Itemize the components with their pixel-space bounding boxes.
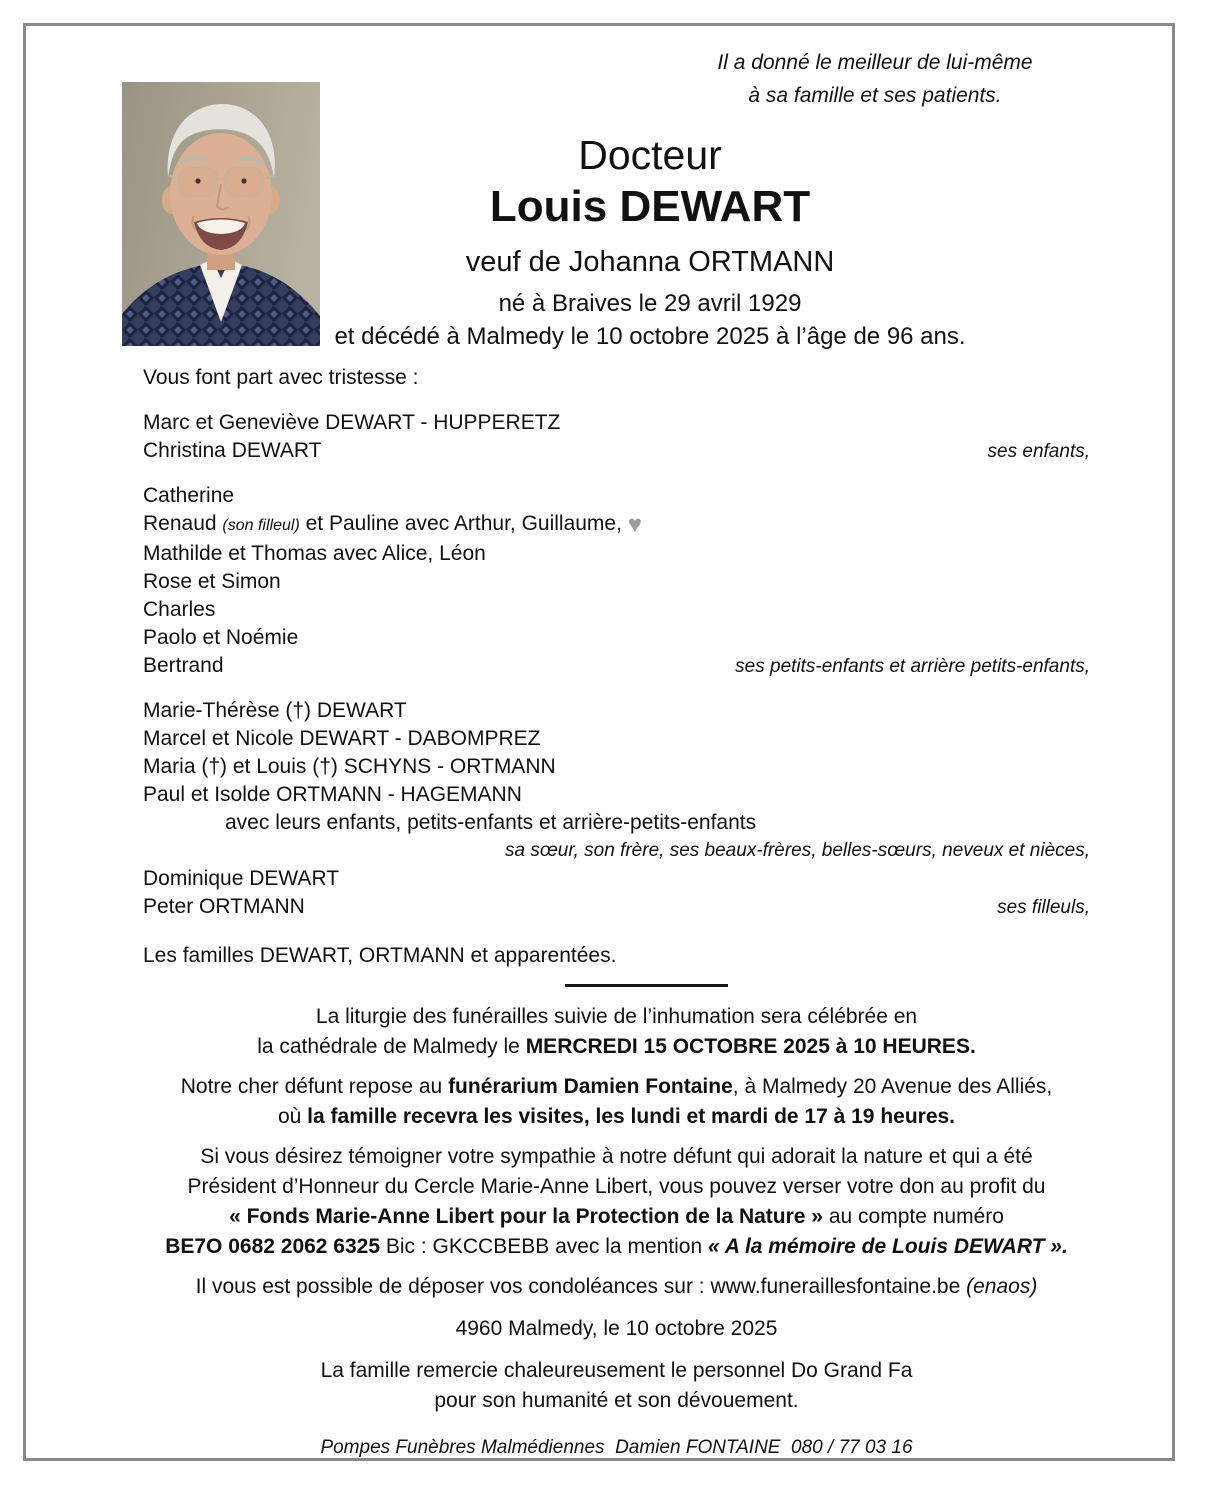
portrait-photo: [122, 82, 320, 346]
epitaph-line-2: à sa famille et ses patients.: [748, 84, 1002, 107]
funeral-home-footer: Pompes Funèbres Malmédiennes Damien FONTAINE 080 / 77 03 16: [320, 1437, 913, 1458]
condolences-paragraph: [143, 1272, 1090, 1302]
grandchild-names: et Pauline avec Arthur, Guillaume,: [299, 512, 628, 535]
visitation-line-2: où: [277, 1105, 308, 1128]
grandchildren-row-3: Mathilde et Thomas avec Alice, Léon: [143, 542, 486, 565]
deceased-birth: né à Braives le 29 avril 1929: [498, 290, 802, 317]
gray-heart-icon: ♥: [627, 511, 643, 538]
deceased-name: Louis DEWART: [489, 182, 811, 231]
donation-fund-name: « Fonds Marie-Anne Libert pour la Protection de la Nature »: [229, 1205, 823, 1228]
condolences-website: Il vous est possible de déposer vos condoléances sur : www.funeraillesfontaine.be: [195, 1275, 967, 1298]
grandchild-name: Bertrand: [143, 654, 224, 677]
funeral-home-address: , à Malmedy 20 Avenue des Alliés,: [732, 1075, 1053, 1098]
grandchildren-row-6: Paolo et Noémie: [143, 626, 299, 649]
children-row-2: [143, 437, 1090, 466]
donation-line-3: au compte numéro: [823, 1205, 1004, 1228]
spacer: [143, 681, 1090, 697]
grandchildren-row-5: Charles: [143, 598, 216, 621]
children-name: Christina DEWART: [143, 439, 322, 462]
donation-paragraph: [143, 1142, 1090, 1262]
siblings-row-1: Marie-Thérèse (†) DEWART: [143, 699, 407, 722]
section-divider: [565, 984, 728, 987]
thanks-paragraph: [143, 1356, 1090, 1416]
funeral-home-name: funérarium Damien Fontaine: [448, 1075, 733, 1098]
thanks-line-2: pour son humanité et son dévouement.: [434, 1389, 799, 1412]
deceased-title: Docteur: [578, 132, 722, 178]
godsons-row-2: [143, 893, 1090, 922]
godson-note: (son filleul): [222, 517, 300, 534]
thanks-line-1: La famille remercie chaleureusement le personnel Do Grand Fa: [320, 1359, 913, 1382]
visitation-line-1: Notre cher défunt repose au: [180, 1075, 449, 1098]
siblings-row-2: Marcel et Nicole DEWART - DABOMPREZ: [143, 727, 541, 750]
grandchildren-row-2: [143, 510, 1090, 540]
family-announcement: [143, 364, 1090, 970]
grandchild-name: Renaud: [143, 512, 223, 535]
condolences-platform: (enaos): [966, 1275, 1038, 1298]
epitaph-quote: [650, 46, 1100, 112]
portrait-photo-illustration: [122, 82, 320, 346]
epitaph-line-1: Il a donné le meilleur de lui-même: [717, 51, 1033, 74]
donation-account-number: BE7O 0682 2062 6325: [165, 1235, 381, 1258]
godsons-row-1: Dominique DEWART: [143, 867, 340, 890]
visitation-paragraph: [143, 1072, 1090, 1132]
children-row-1: Marc et Geneviève DEWART - HUPPERETZ: [143, 411, 561, 434]
eye-left: [195, 178, 200, 183]
deceased-spouse: veuf de Johanna ORTMANN: [465, 246, 835, 278]
donation-bic: Bic : GKCCBEBB avec la mention: [380, 1235, 708, 1258]
deceased-header: [305, 130, 995, 352]
ceremony-datetime: MERCREDI 15 OCTOBRE 2025 à 10 HEURES.: [525, 1035, 976, 1058]
ceremony-line-2: la cathédrale de Malmedy le: [257, 1035, 526, 1058]
families-line: Les familles DEWART, ORTMANN et apparentées.: [143, 944, 617, 967]
siblings-row-3: Maria (†) et Louis (†) SCHYNS - ORTMANN: [143, 755, 556, 778]
siblings-relation-label: sa sœur, son frère, ses beaux-frères, belles-sœurs, neveux et nièces,: [504, 840, 1090, 861]
donation-line-1: Si vous désirez témoigner votre sympathie à notre défunt qui adorait la nature et qui a été: [200, 1145, 1033, 1168]
siblings-row-4: Paul et Isolde ORTMANN - HAGEMANN: [143, 783, 522, 806]
godsons-relation-label: ses filleuls,: [997, 897, 1090, 918]
ceremony-line-1: La liturgie des funérailles suivie de l’inhumation sera célébrée en: [315, 1005, 918, 1028]
dateline: 4960 Malmedy, le 10 octobre 2025: [455, 1317, 778, 1340]
announcement-intro: Vous font part avec tristesse :: [143, 366, 419, 389]
spacer: [143, 922, 1090, 942]
siblings-descendants: avec leurs enfants, petits-enfants et arrière-petits-enfants: [225, 811, 757, 834]
godson-name: Peter ORTMANN: [143, 895, 305, 918]
practical-information: [143, 1002, 1090, 1426]
eye-right: [241, 178, 246, 183]
visiting-hours: la famille recevra les visites, les lundi et mardi de 17 à 19 heures.: [307, 1105, 956, 1128]
spacer: [143, 392, 1090, 409]
children-relation-label: ses enfants,: [987, 441, 1090, 462]
donation-mention: « A la mémoire de Louis DEWART ».: [708, 1235, 1068, 1258]
grandchildren-row-7: [143, 652, 1090, 681]
spacer: [143, 466, 1090, 482]
ceremony-paragraph: [143, 1002, 1090, 1062]
donation-line-2: Président d’Honneur du Cercle Marie-Anne Libert, vous pouvez verser votre don au profit du: [187, 1175, 1046, 1198]
grandchildren-row-4: Rose et Simon: [143, 570, 281, 593]
grandchildren-relation-label: ses petits-enfants et arrière petits-enfants,: [735, 656, 1090, 677]
deceased-death: et décédé à Malmedy le 10 octobre 2025 à l’âge de 96 ans.: [334, 323, 966, 350]
grandchildren-row-1: Catherine: [143, 484, 235, 507]
